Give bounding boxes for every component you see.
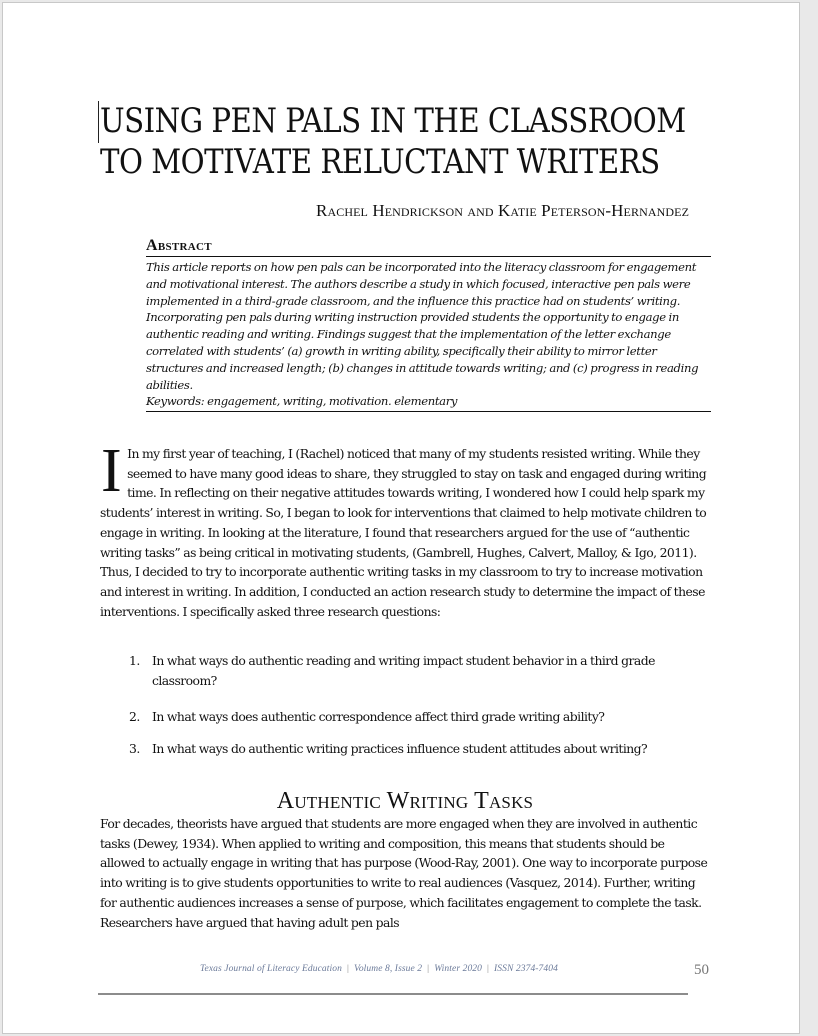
footer-rule [98,993,688,995]
list-number: 1. [129,653,140,668]
drop-cap: I [101,437,122,505]
document-page [2,2,800,1034]
abstract-body [146,259,711,412]
research-question [126,739,706,759]
abstract-heading: Abstract [146,236,711,257]
abstract-keywords: Keywords: engagement, writing, motivation. elementary [146,393,711,412]
article-authors: Rachel Hendrickson and Katie Peterson-Hernandez [316,201,689,220]
research-question [126,707,706,727]
footer-issn: ISSN 2374-7404 [494,964,558,974]
question-text: In what ways do authentic reading and writing impact student behavior in a third grade classroom? [152,653,655,688]
footer-separator: | [346,964,349,974]
list-number: 2. [129,709,140,724]
intro-text: In my first year of teaching, I (Rachel) noticed that many of my students resisted writing. While they seemed to have many good ideas to share, they struggled to stay on task and engaged during writing time. In reflecting on their negative attitudes towards writing, I wondered how I could help spark my students’ interest in writing. So, I began to look for interventions that claimed to help motivate children to engage in writing. In looking at the literature, I found that researchers argued for the use of “authentic writing tasks” as being critical in motivating students, (Gambrell, Hughes, Calvert, Malloy, & Igo, 2011). Thus, I decided to try to incorporate authentic writing tasks in my classroom to try to increase motivation and interest in writing. In addition, I conducted an action research study to determine the impact of these interventions. I specifically asked three research questions: [100,446,707,619]
intro-paragraph [100,437,710,621]
question-text: In what ways do authentic writing practices influence student attitudes about writing? [152,741,648,756]
abstract-text: This article reports on how pen pals can be incorporated into the literacy classroom for engagement and motivational interest. The authors describe a study in which focused, interactive pen pals were implemented in a third-grade classroom, and the influence this practice had on students’ writing. Incorporating pen pals during writing instruction provided students the opportunity to engage in authentic reading and writing. Findings suggest that the implementation of the letter exchange correlated with students’ (a) growth in writing ability, specifically their ability to mirror letter structures and increased length; (b) changes in attitude towards writing; and (c) progress in reading abilities. [146,260,699,392]
research-question [126,651,706,691]
footer-journal: Texas Journal of Literacy Education [200,964,342,974]
text-cursor [98,101,99,143]
footer-separator: | [427,964,430,974]
list-number: 3. [129,741,140,756]
page-footer [200,964,558,974]
section-text: For decades, theorists have argued that students are more engaged when they are involved in authentic tasks (Dewey, 1934). When applied to writing and composition, this means that students should be allowed to actually engage in writing that has purpose (Wood-Ray, 2001). One way to incorporate purpose into writing is to give students opportunities to write to real audiences (Vasquez, 2014). Further, writing for authentic audiences increases a sense of purpose, which facilitates engagement to complete the task. Researchers have argued that having adult pen pals [100,816,708,930]
footer-season: Winter 2020 [434,964,482,974]
section-paragraph [100,814,710,932]
article-title [100,101,686,183]
footer-volume: Volume 8, Issue 2 [353,964,423,974]
page-number: 50 [694,962,709,978]
footer-separator: | [487,964,490,974]
question-text: In what ways does authentic correspondence affect third grade writing ability? [152,709,605,724]
section-heading: Authentic Writing Tasks [276,788,534,814]
research-questions-list [126,651,706,771]
title-line-1: USING PEN PALS IN THE CLASSROOM [100,101,686,141]
title-line-2: TO MOTIVATE RELUCTANT WRITERS [100,142,660,182]
abstract-section [146,236,711,412]
